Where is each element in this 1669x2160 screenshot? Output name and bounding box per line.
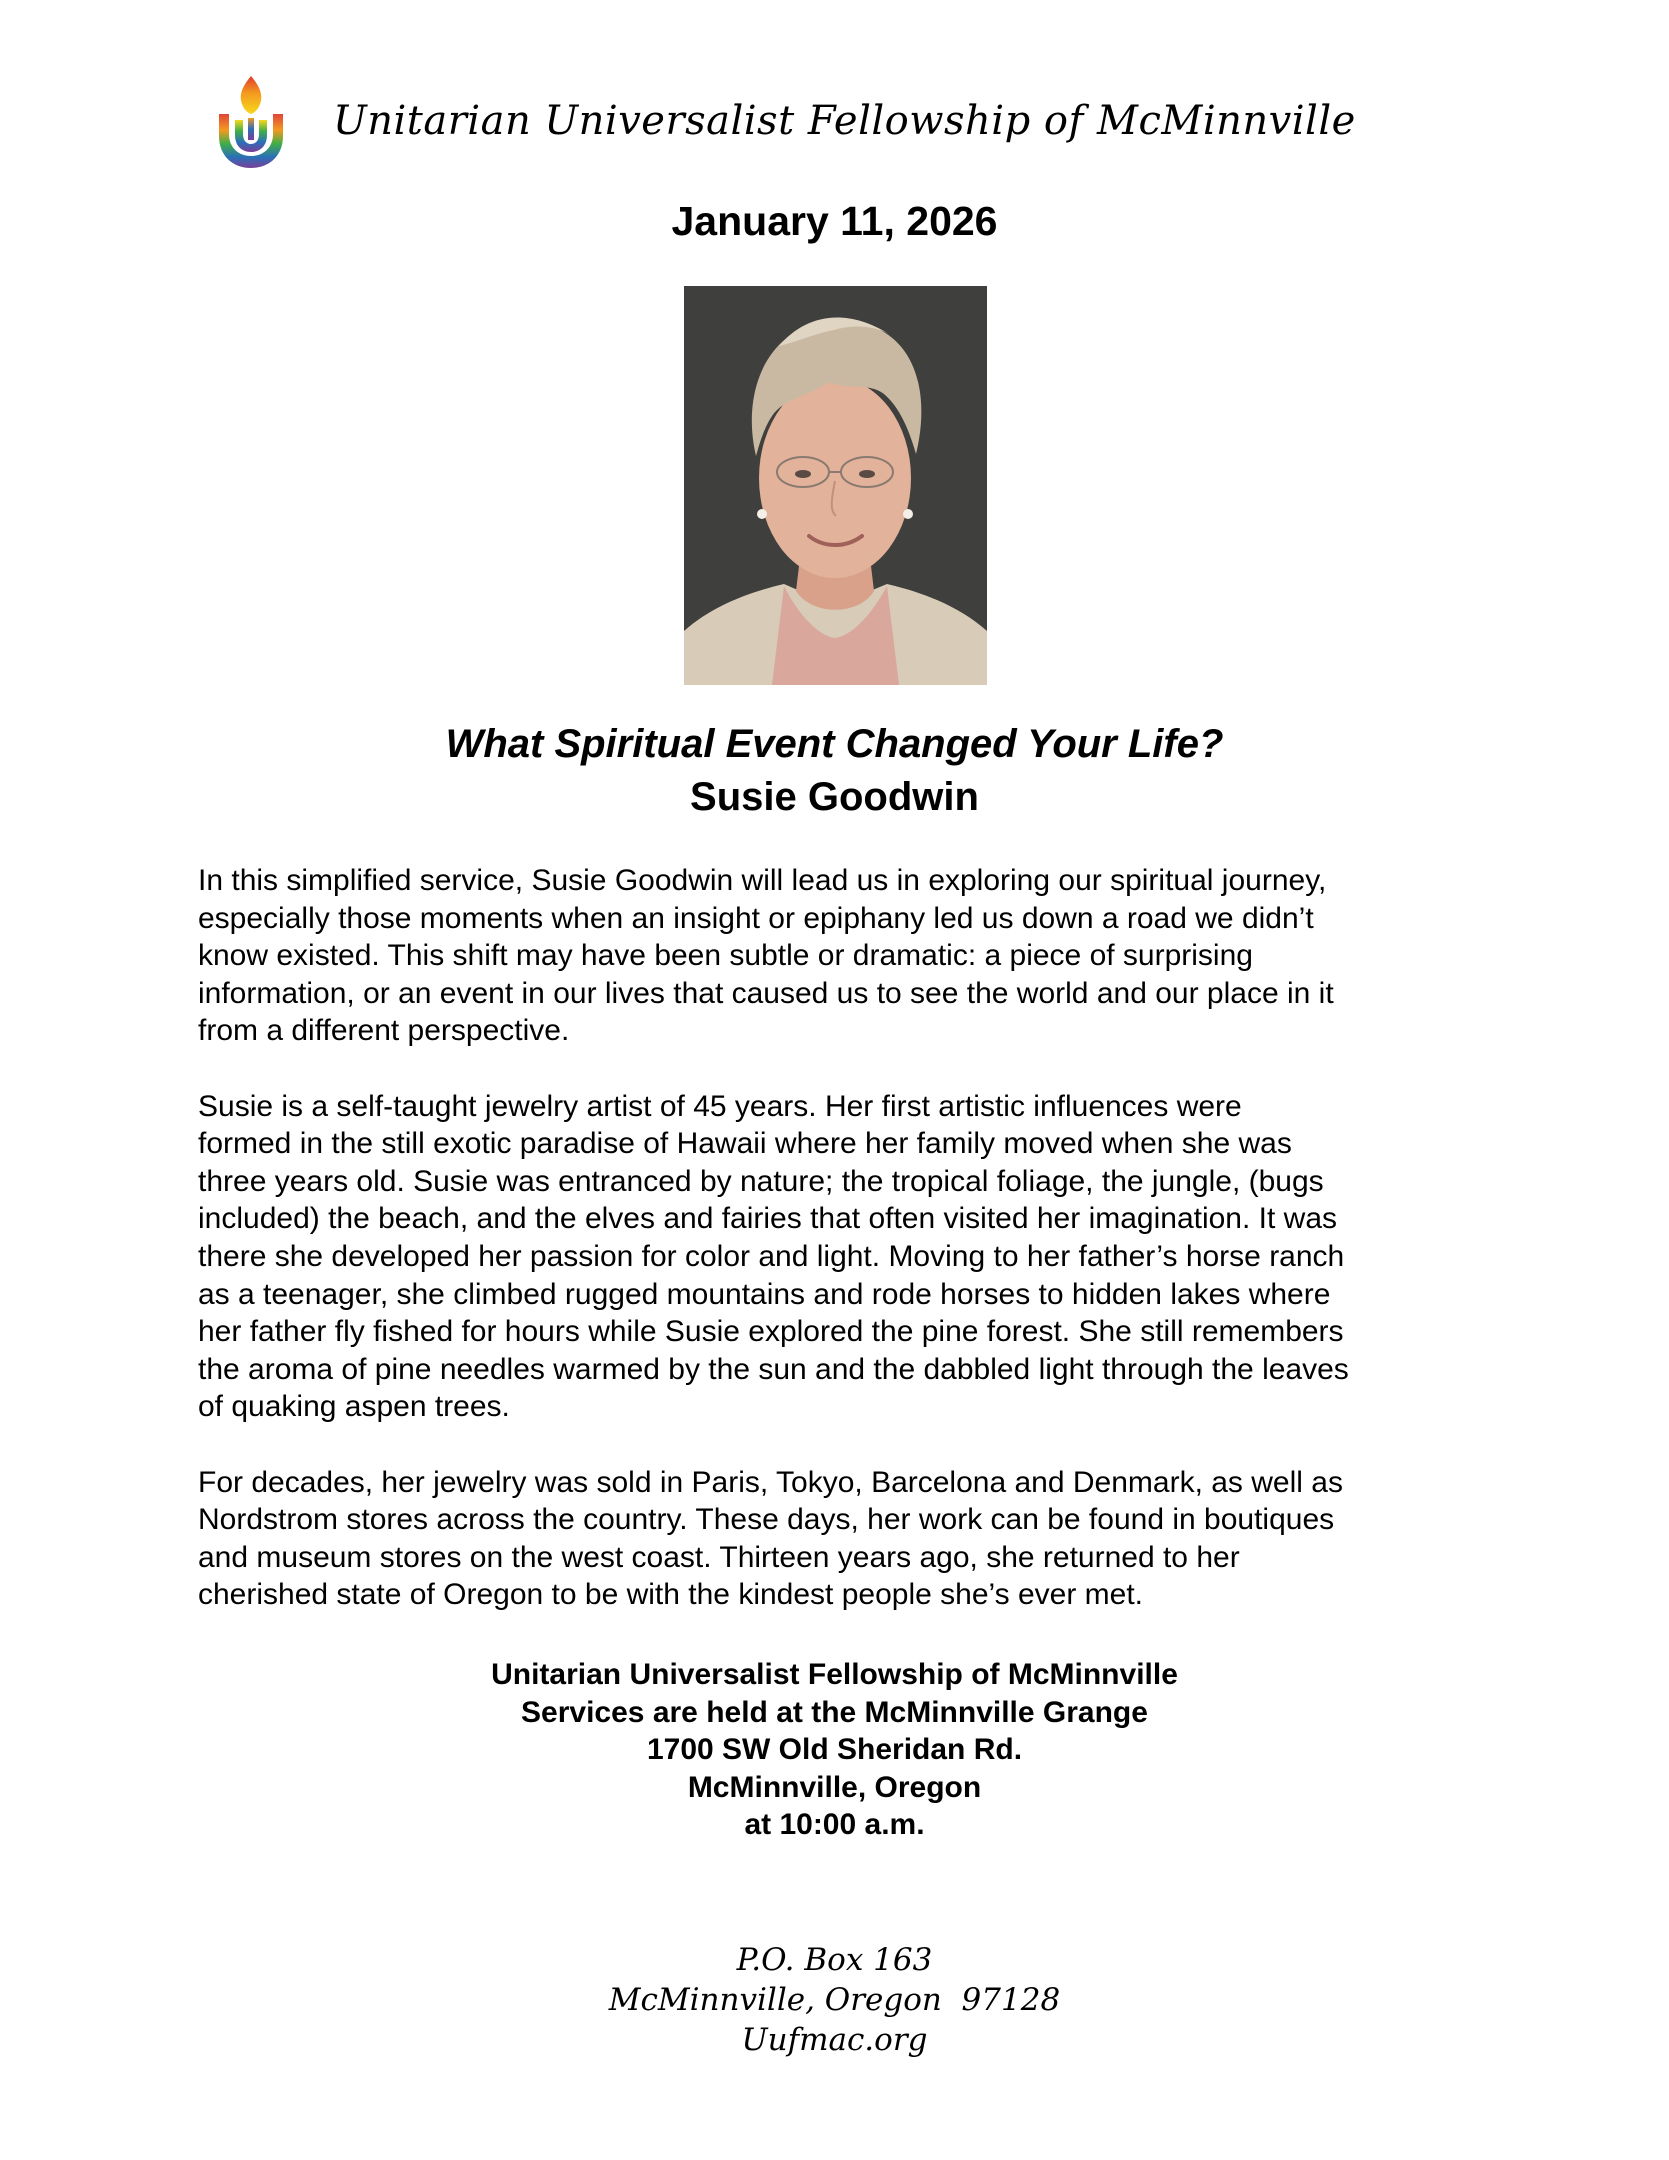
speaker-portrait xyxy=(684,286,987,685)
description-paragraph: In this simplified service, Susie Goodwin will lead us in exploring our spiritual journey, especially those moments when an insight or epiphany led us down a road we didn’t know existed. This shift may have been subtle or dramatic: a piece of surprising information, or an event in our lives that caused us to see the world and our place in it from a different perspective. xyxy=(198,864,1334,1048)
letterhead xyxy=(215,72,1475,172)
organization-title: Unitarian Universalist Fellowship of McMinnville xyxy=(333,98,1356,144)
location-city: McMinnville, Oregon xyxy=(687,1770,982,1804)
bio-paragraph: For decades, her jewelry was sold in Paris, Tokyo, Barcelona and Denmark, as well as Nordstrom stores across the country. These days, her work can be found in boutiques and museum stores on the west coast. Thirteen years ago, she returned to her cherished state of Oregon to be with the kindest people she’s ever met. xyxy=(198,1465,1343,1612)
location-venue: Services are held at the McMinnville Grange xyxy=(521,1695,1148,1729)
sermon-description xyxy=(198,862,1498,1651)
service-date: January 11, 2026 xyxy=(671,198,998,244)
bio-paragraph: Susie is a self-taught jewelry artist of 45 years. Her first artistic influences were formed in the still exotic paradise of Hawaii where her family moved when she was three years old. Susie was entranced by nature; the tropical foliage, the jungle, (bugs included) the beach, and the elves and fairies that often visited her imagination. It was there she developed her passion for color and light. Moving to her father’s horse ranch as a teenager, she climbed rugged mountains and rode horses to hidden lakes where her father fly fished for hours while Susie explored the pine forest. She still remembers the aroma of pine needles warmed by the sun and the dabbled light through the leaves of quaking aspen trees. xyxy=(198,1089,1349,1424)
city-zip: McMinnville, Oregon 97128 xyxy=(608,1982,1061,2018)
sermon-title: What Spiritual Event Changed Your Life? xyxy=(445,722,1224,766)
speaker-name: Susie Goodwin xyxy=(690,775,979,819)
location-time: at 10:00 a.m. xyxy=(744,1808,925,1842)
po-box: P.O. Box 163 xyxy=(736,1942,933,1978)
location-street: 1700 SW Old Sheridan Rd. xyxy=(646,1733,1023,1767)
service-location xyxy=(0,1656,1669,1844)
flaming-chalice-icon xyxy=(215,72,287,172)
location-org-name: Unitarian Universalist Fellowship of McMinnville xyxy=(491,1658,1178,1691)
mailing-address xyxy=(0,1940,1669,2060)
speaker-portrait-illustration xyxy=(684,286,987,685)
website: Uufmac.org xyxy=(741,2022,928,2058)
